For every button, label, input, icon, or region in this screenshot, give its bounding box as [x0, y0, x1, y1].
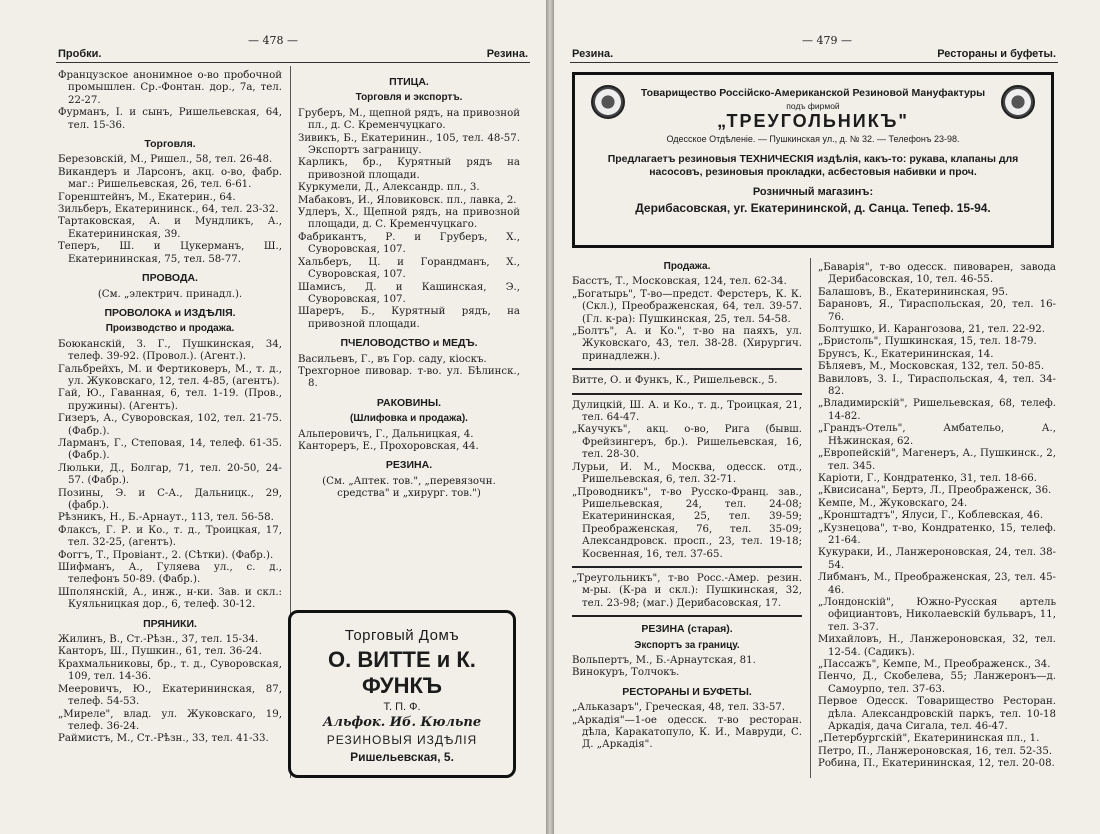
ad-line: Одесское Отдѣленіе. — Пушкинская ул., д. № 32. — Телефонъ 23-98. — [666, 134, 960, 144]
directory-entry: „Богатырь", Т-во—предст. Ферстеръ, К. К. (Скл.), Преображенская, 64, тел. 39-57. (Гл. к-ра): Пушкинская, 25, тел. 54-58. — [572, 288, 802, 325]
directory-entry: Балашовъ, В., Екатерининская, 95. — [818, 286, 1009, 298]
directory-entry: „Владимирскій", Ришельевская, 68, телеф. 14-82. — [818, 398, 1056, 422]
left-column-2 — [298, 70, 520, 505]
section-heading: РАКОВИНЫ. — [376, 396, 442, 409]
page-479 — [554, 0, 1100, 834]
directory-entry: „Квисисана", Бертэ, Л., Преображенск, 36. — [818, 485, 1052, 497]
ad-line: РЕЗИНОВЫЯ ИЗДѢЛІЯ — [326, 733, 478, 747]
directory-entry: „Аркадія"—1-ое одесск. т-во ресторан. дѣла, Каракатопуло, К. И., Мавруди, С. Д. „Аркадія". — [572, 714, 802, 751]
ad-address: Ришельевская, 5. — [350, 750, 454, 764]
directory-entry: Болтушко, И. Карангозова, 21, тел. 22-92. — [818, 324, 1045, 336]
ad-line: Предлагаетъ резиновыя ТЕХНИЧЕСКІЯ издѣлія, какъ-то: рукава, клапаны для насосовъ, резиновыя прокладки, асбестовыя набивки и проч. — [607, 153, 1019, 178]
directory-entry: Гай, Ю., Гаванная, 6, тел. 1-19. (Пров., пружины). (Агентъ). — [58, 388, 282, 412]
ad-company-name: О. ВИТТЕ и К. ФУНКЪ — [328, 647, 476, 698]
directory-entry: Мабаковъ, И., Яловиковск. пл., лавка, 2. — [298, 194, 517, 206]
directory-entry: Винокуръ, Толчокъ. — [572, 667, 680, 679]
directory-entry: Люльки, Д., Болгар, 71, тел. 20-50, 24-57. (Фабр.). — [58, 462, 282, 487]
directory-entry: „Альказаръ", Греческая, 48, тел. 33-57. — [572, 702, 786, 714]
directory-entry: „Европейскій", Магенеръ, А., Пушкинск., 2, тел. 345. — [818, 448, 1056, 472]
eagle-emblem-icon — [1001, 85, 1035, 119]
directory-entry: Теперъ, Ш. и Цукерманъ, Ш., Екатерининская, 75, тел. 58-77. — [58, 241, 282, 265]
directory-entry: Жилинъ, В., Ст.-Рѣзн., 37, тел. 15-34. — [58, 634, 259, 646]
directory-entry: Пенчо, Д., Скобелева, 55; Ланжеронъ—д. Самоурпо, тел. 37-63. — [818, 671, 1056, 695]
directory-entry: Куркумели, Д., Александр. пл., 3. — [298, 182, 480, 194]
directory-entry: Флаксъ, Г. Р. и Ко., т. д., Троицкая, 17, тел. 32-25, (агентъ). — [58, 524, 282, 549]
section-heading: Торговля. — [144, 138, 196, 151]
ad-line: Альфок. Иб. Кюльпе — [322, 715, 482, 730]
directory-entry: Трехгорное пивовар. т-во. ул. Бѣлинск., 8. — [298, 365, 520, 390]
directory-entry: Либманъ, М., Преображенская, 23, тел. 45-46. — [818, 572, 1056, 596]
directory-entry: „Треугольникъ", т-во Росс.-Амер. резин. м-ры. (К-ра и скл.): Пушкинская, 32, тел. 23-98; (маг.) Дерибасовская, 17. — [572, 572, 802, 609]
directory-entry: Рѣзникъ, Н., Б.-Арнаут., 113, тел. 56-58. — [58, 512, 274, 524]
section-separator — [572, 566, 802, 568]
directory-entry: Барановъ, Я., Тираспольская, 20, тел. 16-76. — [818, 299, 1056, 323]
directory-entry: „Проводникъ", т-во Русско-Франц. зав., Ришельевская, 24, тел. 24-08; Екатерининская, 25, тел. 39-59; Преображенская, 76, тел. 35-09; Александровск. просп., 23, тел. 19-18; Косвенная, 16, тел. 37-65. — [572, 486, 802, 560]
ad-address: Дерибасовская, уг. Екатерининской, д. Санца. Тепеф. 15-94. — [635, 201, 991, 215]
section-heading: ПТИЦА. — [389, 76, 429, 88]
section-heading: РЕСТОРАНЫ И БУФЕТЫ. — [622, 685, 752, 698]
ad-line: Товарищество Россійско-Американской Резиновой Мануфактуры — [640, 87, 986, 99]
section-heading: ПРОВОЛОКА и ИЗДѢЛІЯ. — [104, 306, 236, 319]
directory-entry: Альперовичъ, Г., Дальницкая, 4. — [298, 428, 474, 440]
header-rule — [56, 62, 530, 63]
directory-entry: Карликъ, бр., Курятный рядъ на привозной площади. — [298, 157, 520, 181]
witte-funk-advertisement — [288, 610, 516, 778]
directory-entry: Шифманъ, А., Гуляева ул., с. д., телефонъ 50-89. (Фабр.). — [58, 562, 282, 586]
directory-entry: Зивикъ, Б., Екатеринин., 105, тел. 48-57. Экспортъ заграницу. — [298, 132, 520, 157]
directory-entry: „Баварія", т-во одесск. пивоварен, завода Дерибасовская, 10, тел. 46-55. — [818, 262, 1056, 286]
directory-entry: Дулицкій, Ш. А. и Ко., т. д., Троицкая, 21, тел. 64-47. — [572, 399, 802, 424]
directory-entry: Вольпертъ, М., Б.-Арнаутская, 81. — [572, 654, 756, 666]
running-head-right: Рестораны и буфеты. — [937, 48, 1056, 60]
ornament-corner — [572, 227, 593, 248]
cross-reference-note: (См. „Аптек. тов.", „перевязочн. средства" и „хирург. тов.") — [322, 475, 496, 500]
directory-entry: Кемпе, М., Жуковскаго, 24. — [818, 497, 968, 509]
section-separator — [572, 393, 802, 395]
directory-entry: „Петербургскій", Екатерининская пл., 1. — [818, 733, 1040, 745]
subsection-heading: (Шлифовка и продажа). — [350, 413, 468, 425]
section-heading: РЕЗИНА. — [385, 459, 433, 472]
directory-entry: Лурьи, И. М., Москва, одесск. отд., Ришельевская, 6, тел. 32-71. — [572, 461, 802, 486]
directory-entry: Первое Одесск. Товарищество Ресторан. дѣла. Александровскій паркъ, тел. 10-18 Аркадія, дача Сигала, тел. 46-47. — [818, 696, 1056, 733]
left-column-1 — [58, 70, 282, 746]
directory-entry: Робина, П., Екатерининская, 12, тел. 20-08. — [818, 758, 1055, 770]
directory-entry: Брунсъ, К., Екатерининская, 14. — [818, 348, 994, 360]
section-separator — [572, 368, 802, 370]
directory-entry: Горенштейнъ, М., Екатерин., 64. — [58, 191, 236, 203]
directory-entry: Зильберъ, Екатерининск., 64, тел. 23-32. — [58, 204, 279, 216]
ornament-corner — [572, 72, 593, 93]
subsection-heading: Производство и продажа. — [105, 323, 235, 335]
running-head-right: Резина. — [486, 48, 528, 60]
ornament-corner — [1033, 227, 1054, 248]
directory-entry: „Лондонскій", Южно-Русская артель официантовъ, Николаевскій бульваръ, 11, тел. 3-37. — [818, 596, 1056, 633]
section-heading: ПЧЕЛОВОДСТВО и МЕДЪ. — [340, 337, 478, 350]
directory-entry: Гизеръ, А., Суворовская, 102, тел. 21-75. (Фабр.). — [58, 413, 282, 437]
treugolnik-advertisement — [572, 72, 1054, 248]
directory-entry: Кукураки, И., Ланжероновская, 24, тел. 38-54. — [818, 547, 1056, 571]
header-rule — [570, 62, 1058, 63]
directory-entry: Позины, Э. и С-А., Дальницк., 29, (фабр.). — [58, 487, 282, 511]
ad-line: Торговый Домъ — [344, 627, 460, 644]
directory-entry: Березовскій, М., Ришел., 58, тел. 26-48. — [58, 154, 273, 166]
ad-line: Розничный магазинъ: — [752, 186, 874, 198]
page-478 — [0, 0, 546, 834]
directory-entry: Шамисъ, Д. и Кашинская, Э., Суворовская, 107. — [298, 281, 520, 305]
directory-entry: „Каучукъ", акц. о-во, Рига (бывш. Фрейзингеръ, бр.). Ришельевская, 16, тел. 28-30. — [572, 424, 802, 461]
book-gutter — [546, 0, 554, 834]
ad-line: подъ фирмой — [786, 101, 840, 111]
ad-brand-name: „ТРЕУГОЛЬНИКЪ" — [717, 111, 909, 131]
directory-entry: „Миреле", влад. ул. Жуковскаго, 19, телеф. 36-24. — [58, 708, 282, 732]
cross-reference-note: (См. „электрич. принадл.). — [97, 288, 243, 300]
directory-entry: Кантореръ, Е., Прохоровская, 44. — [298, 440, 479, 452]
directory-entry: Басстъ, Т., Московская, 124, тел. 62-34. — [572, 276, 787, 288]
directory-entry: Канторъ, Ш., Пушкин., 61, тел. 36-24. — [58, 646, 263, 658]
column-divider — [810, 258, 811, 778]
directory-entry: Фурманъ, I. и сынъ, Ришельевская, 64, тел. 15-36. — [58, 107, 282, 131]
directory-entry: Васильевъ, Г., въ Гор. саду, кіоскъ. — [298, 353, 487, 365]
directory-entry: Каріоти, Г., Кондратенко, 31, тел. 18-66. — [818, 472, 1038, 484]
directory-entry: Мееровичъ, Ю., Екатерининская, 87, телеф. 54-53. — [58, 683, 282, 708]
ornament-corner — [1033, 72, 1054, 93]
running-head-left: Пробки. — [58, 48, 102, 60]
directory-entry: Витте, О. и Функъ, К., Ришельевск., 5. — [572, 375, 778, 387]
directory-entry: Петро, П., Ланжероновская, 16, тел. 52-35. — [818, 745, 1053, 757]
page-number: — 479 — — [802, 34, 852, 47]
directory-entry: Викандеръ и Ларсонъ, акц. о-во, фабр. маг.: Ришельевская, 26, тел. 6-61. — [58, 166, 282, 191]
running-head-left: Резина. — [572, 48, 614, 60]
directory-entry: Вавиловъ, З. І., Тираспольская, 4, тел. 34-82. — [818, 373, 1056, 398]
directory-entry: Хальберъ, Ц. и Горандманъ, Х., Суворовская, 107. — [298, 256, 520, 281]
directory-entry: „Бристоль", Пушкинская, 15, тел. 18-79. — [818, 336, 1037, 348]
directory-entry: Фабрикантъ, Р. и Груберъ, Х., Суворовская, 107. — [298, 231, 520, 256]
directory-entry: Ларманъ, Г., Степовая, 14, телеф. 61-35. (Фабр.). — [58, 437, 282, 462]
directory-entry: Удлеръ, Х., Щепной рядъ, на привозной площади, д. С. Кременчуцкаго. — [298, 207, 520, 231]
directory-entry: Французское анонимное о-во пробочной промышлен. Ср.-Фонтан. дор., 7а, тел. 22-27. — [58, 70, 282, 106]
section-separator — [572, 615, 802, 617]
directory-entry: „Кузнецова", т-во, Кондратенко, 15, телеф. 21-64. — [818, 522, 1056, 546]
section-heading: ПРОВОДА. — [142, 272, 198, 285]
directory-entry: Михайловъ, Н., Ланжероновская, 32, тел. 12-54. (Садикъ). — [818, 634, 1056, 658]
directory-entry: Бѣляевъ, М., Московская, 132, тел. 50-85. — [818, 361, 1045, 373]
directory-entry: Шареръ, Б., Курятный рядъ, на привозной площади. — [298, 306, 520, 330]
right-column-2 — [818, 262, 1056, 771]
page-number: — 478 — — [248, 34, 298, 47]
eagle-emblem-icon — [591, 85, 625, 119]
directory-entry: Боюканскій, З. Г., Пушкинская, 34, телеф. 39-92. (Провол.). (Агент.). — [58, 338, 282, 363]
directory-entry: Раймистъ, М., Ст.-Рѣзн., 33, тел. 41-33. — [58, 733, 269, 745]
directory-entry: Шполянскій, А., инж., н-ки. Зав. и скл.: Куяльницкая дор., 6, телеф. 30-12. — [58, 586, 282, 611]
section-heading: РЕЗИНА (старая). — [641, 623, 733, 636]
right-column-1 — [572, 258, 802, 752]
ad-line: Т. П. Ф. — [383, 701, 421, 713]
subsection-heading: Экспортъ за границу. — [634, 639, 740, 651]
subsection-heading: Торговля и экспортъ. — [355, 92, 463, 104]
directory-entry: Фоггъ, Т., Провіант., 2. (Сѣтки). (Фабр.). — [58, 549, 274, 561]
directory-entry: „Пассажъ", Кемпе, М., Преображенск., 34. — [818, 659, 1051, 670]
directory-entry: Гальбрейхъ, М. и Фертиковеръ, М., т. д., ул. Жуковскаго, 12, тел. 4-85, (агентъ). — [58, 363, 282, 387]
section-heading: ПРЯНИКИ. — [143, 617, 197, 630]
directory-entry: Крахмальниковы, бр., т. д., Суворовская, 109, тел. 14-36. — [58, 658, 282, 683]
directory-entry: „Болтъ", А. и Ко.", т-во на паяхъ, ул. Жуковскаго, 43, тел. 38-28. (Хирургич. принадлежн.). — [572, 326, 802, 362]
directory-entry: Груберъ, М., щепной рядъ, на привозной пл., д. С. Кременчуцкаго. — [298, 107, 520, 132]
subsection-heading: Продажа. — [663, 261, 711, 272]
directory-entry: „Грандъ-Отель", Амбательо, А., Нѣжинская, 62. — [818, 423, 1056, 447]
directory-entry: Тартаковская, А. и Мундликъ, А., Екатерининская, 39. — [58, 216, 282, 240]
directory-entry: „Кронштадтъ", Ялуси, Г., Коблевская, 46. — [818, 510, 1044, 522]
